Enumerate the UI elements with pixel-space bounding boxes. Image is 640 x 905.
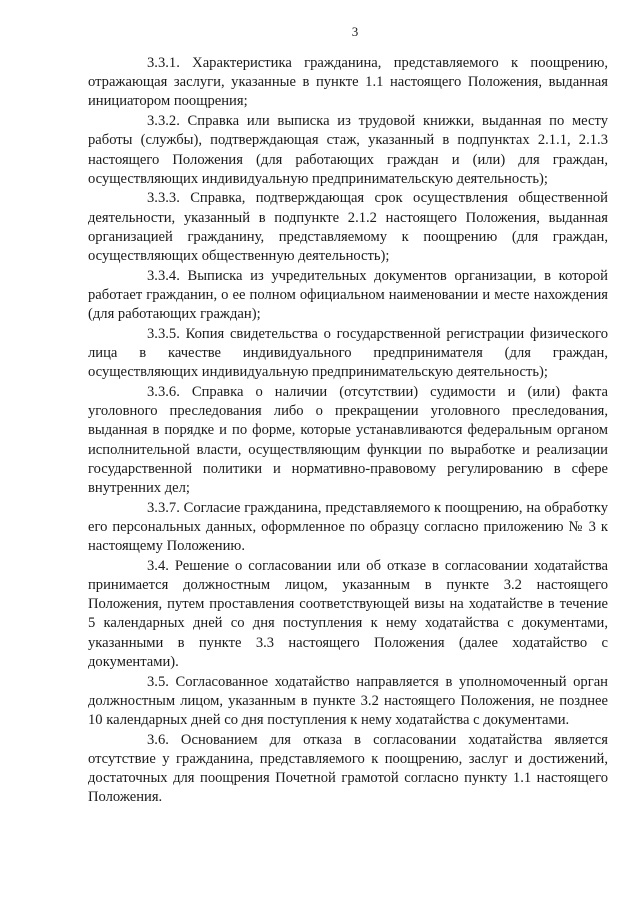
paragraph-3-5: 3.5. Согласованное ходатайство направляется в уполномоченный орган должностным лицом, указанным в пункте 3.2 настоящего Положения, не позднее 10 календарных дней со дня поступления к нему ходатайства с документами. [88,673,608,728]
paragraph-3-6: 3.6. Основанием для отказа в согласовании ходатайства является отсутствие у гражданина, представляемого к поощрению, заслуг и достижений, достаточных для поощрения Почетной грамотой согласно пункту 1.1 настоящего Положения. [88,731,608,806]
paragraph-3-3-1: 3.3.1. Характеристика гражданина, представляемого к поощрению, отражающая заслуги, указанные в пункте 1.1 настоящего Положения, выданная инициатором поощрения; [88,55,608,110]
paragraph-3-3-5: 3.3.5. Копия свидетельства о государственной регистрации физического лица в качестве индивидуального предпринимателя (для граждан, осуществляющих индивидуальную предпринимательскую деятельность); [88,325,608,381]
paragraph-3-3-2: 3.3.2. Справка или выписка из трудовой книжки, выданная по месту работы (службы), подтверждающая стаж, указанный в подпунктах 2.1.1, 2.1.3 настоящего Положения (для работающих граждан и (или) для граждан, осуществляющих индивидуальную предпринимательскую деятельность); [88,113,608,187]
paragraph-3-3-3: 3.3.3. Справка, подтверждающая срок осуществления общественной деятельности, указанный в подпункте 2.1.2 настоящего Положения, выданная организацией гражданину, представляемому к поощрению (для граждан, осуществляющих общественную деятельность); [88,190,608,265]
page-number: 3 [351,24,359,39]
paragraph-3-3-7: 3.3.7. Согласие гражданина, представляемого к поощрению, на обработку его персональных данных, оформленное по образцу согласно приложению № 3 к настоящему Положению. [88,499,608,555]
paragraph-3-3-6: 3.3.6. Справка о наличии (отсутствии) судимости и (или) факта уголовного преследования либо о прекращении уголовного преследования, выданная в порядке и по форме, которые устанавливаются федеральным органом исполнительной власти, осуществляющим функции по выработке и реализации государственной политики и нормативно-правовому регулированию в сфере внутренних дел; [88,383,608,496]
paragraph-3-4: 3.4. Решение о согласовании или об отказе в согласовании ходатайства принимается должностным лицом, указанным в пункте 3.2 настоящего Положения, путем проставления соответствующей визы на ходатайстве в течение 5 календарных дней со дня поступления к нему ходатайства с документами, указанными в пункте 3.3 настоящего Положения (далее ходатайство с документами). [88,557,608,670]
paragraph-3-3-4: 3.3.4. Выписка из учредительных документов организации, в которой работает гражданин, о ее полном официальном наименовании и месте нахождения (для работающих граждан); [88,267,608,323]
document-page [88,24,608,808]
